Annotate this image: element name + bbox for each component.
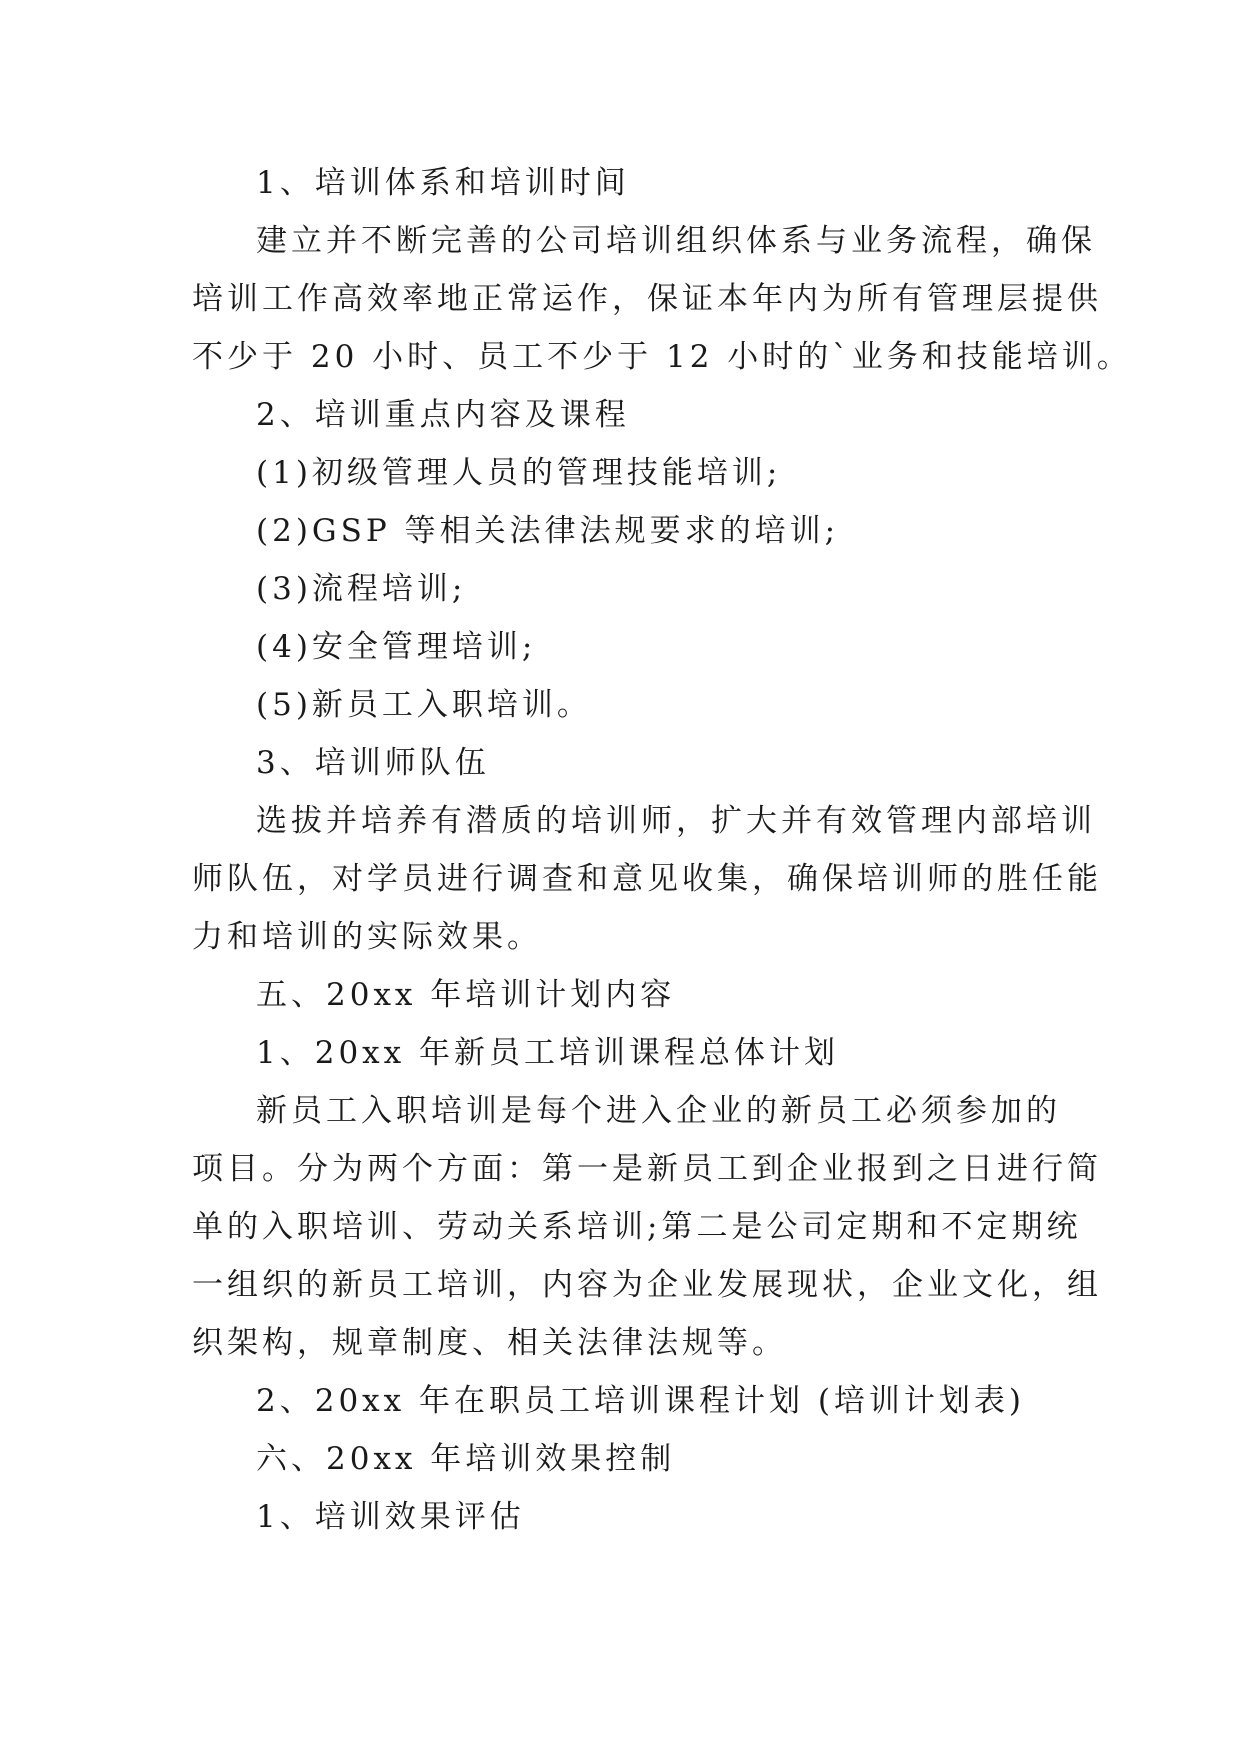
section-heading-in-service-plan: 2、20xx 年在职员工培训课程计划 (培训计划表) [256,1383,1026,1419]
paragraph-line: 织架构，规章制度、相关法律法规等。 [192,1325,787,1361]
paragraph-line: 师队伍，对学员进行调查和意见收集，确保培训师的胜任能 [192,861,1102,897]
paragraph-line: 新员工入职培训是每个进入企业的新员工必须参加的 [256,1093,1061,1129]
paragraph-line: 培训工作高效率地正常运作，保证本年内为所有管理层提供 [192,281,1102,317]
paragraph-line: 建立并不断完善的公司培训组织体系与业务流程，确保 [256,223,1096,259]
list-item: (1)初级管理人员的管理技能培训; [256,455,782,491]
paragraph-line: 力和培训的实际效果。 [192,919,542,955]
paragraph-line: 项目。分为两个方面：第一是新员工到企业报到之日进行简 [192,1151,1102,1187]
section-heading-training-system: 1、培训体系和培训时间 [256,165,630,201]
section-heading-new-employee-plan: 1、20xx 年新员工培训课程总体计划 [256,1035,839,1071]
section-heading-trainer-team: 3、培训师队伍 [256,745,490,781]
paragraph-line: 选拔并培养有潜质的培训师，扩大并有效管理内部培训 [256,803,1096,839]
list-item: (2)GSP 等相关法律法规要求的培训; [256,513,840,549]
list-item: (4)安全管理培训; [256,629,537,665]
paragraph-line: 一组织的新员工培训，内容为企业发展现状，企业文化，组 [192,1267,1102,1303]
section-heading-key-content: 2、培训重点内容及课程 [256,397,630,433]
list-item: (3)流程培训; [256,571,467,607]
paragraph-line: 单的入职培训、劳动关系培训;第二是公司定期和不定期统 [192,1209,1082,1245]
section-heading-effect-evaluation: 1、培训效果评估 [256,1499,525,1535]
chapter-heading-training-plan: 五、20xx 年培训计划内容 [256,977,676,1013]
chapter-heading-effect-control: 六、20xx 年培训效果控制 [256,1441,676,1477]
paragraph-line: 不少于 20 小时、员工不少于 12 小时的`业务和技能培训。 [192,339,1132,375]
list-item: (5)新员工入职培训。 [256,687,592,723]
